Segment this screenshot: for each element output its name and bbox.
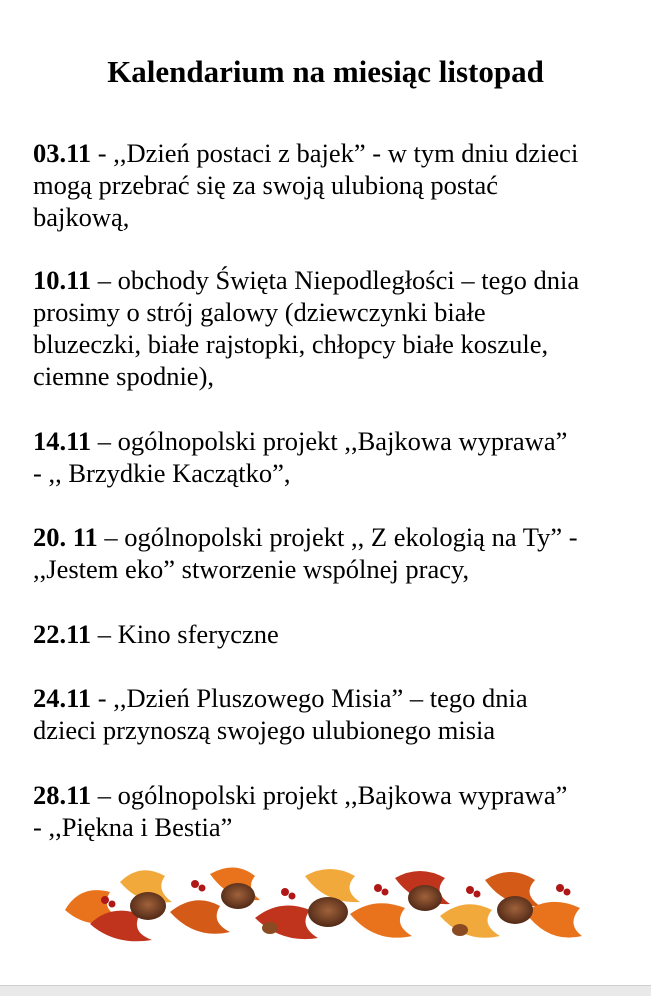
entry-text: - ,,Dzień Pluszowego Misia” – tego dnia	[91, 683, 528, 713]
entry-line	[33, 521, 633, 553]
entry-text: – ogólnopolski projekt ,,Bajkowa wyprawa”	[91, 426, 568, 456]
entry-date: 24.11	[33, 683, 92, 713]
entry-text: ciemne spodnie),	[33, 361, 215, 391]
entry-text: bluzeczki, białe rajstopki, chłopcy białe koszule,	[33, 329, 549, 359]
calendar-entry	[33, 264, 633, 392]
calendar-entry	[33, 425, 633, 489]
entry-text: - ,, Brzydkie Kaczątko”,	[33, 458, 291, 488]
entry-text: mogą przebrać się za swoją ulubioną postać	[33, 170, 499, 200]
autumn-garland-image	[60, 862, 585, 948]
entry-text: prosimy o strój galowy (dziewczynki białe	[33, 297, 486, 327]
bottom-edge-bar	[0, 985, 651, 996]
entry-text: bajkową,	[33, 202, 130, 232]
entry-text: - ,,Piękna i Bestia”	[33, 812, 233, 842]
entry-line	[33, 264, 633, 296]
entry-date: 14.11	[33, 426, 92, 456]
calendar-entry	[33, 618, 633, 650]
entry-text: – ogólnopolski projekt ,,Bajkowa wyprawa”	[91, 780, 568, 810]
calendar-entry	[33, 779, 633, 843]
calendar-entry	[33, 137, 633, 233]
entry-text: – Kino sferyczne	[91, 619, 279, 649]
entry-date: 22.11	[33, 619, 92, 649]
entry-line	[33, 682, 633, 714]
entry-text: – obchody Święta Niepodległości – tego dnia	[91, 265, 580, 295]
entry-text: dzieci przynoszą swojego ulubionego misia	[33, 715, 496, 745]
entry-text: ,,Jestem eko” stworzenie wspólnej pracy,	[33, 554, 470, 584]
entry-text: - ,,Dzień postaci z bajek” - w tym dniu dzieci	[91, 138, 579, 168]
entry-line	[33, 425, 633, 457]
entry-date: 03.11	[33, 138, 92, 168]
page-title: Kalendarium na miesiąc listopad	[107, 54, 544, 89]
entry-date: 10.11	[33, 265, 92, 295]
calendar-entry	[33, 682, 633, 746]
entry-date: 28.11	[33, 780, 92, 810]
entry-date: 20. 11	[33, 522, 98, 552]
entry-line	[33, 137, 633, 169]
entry-line	[33, 618, 633, 650]
entry-line	[33, 779, 633, 811]
calendar-entry	[33, 521, 633, 585]
entry-text: – ogólnopolski projekt ,, Z ekologią na Ty” -	[97, 522, 578, 552]
